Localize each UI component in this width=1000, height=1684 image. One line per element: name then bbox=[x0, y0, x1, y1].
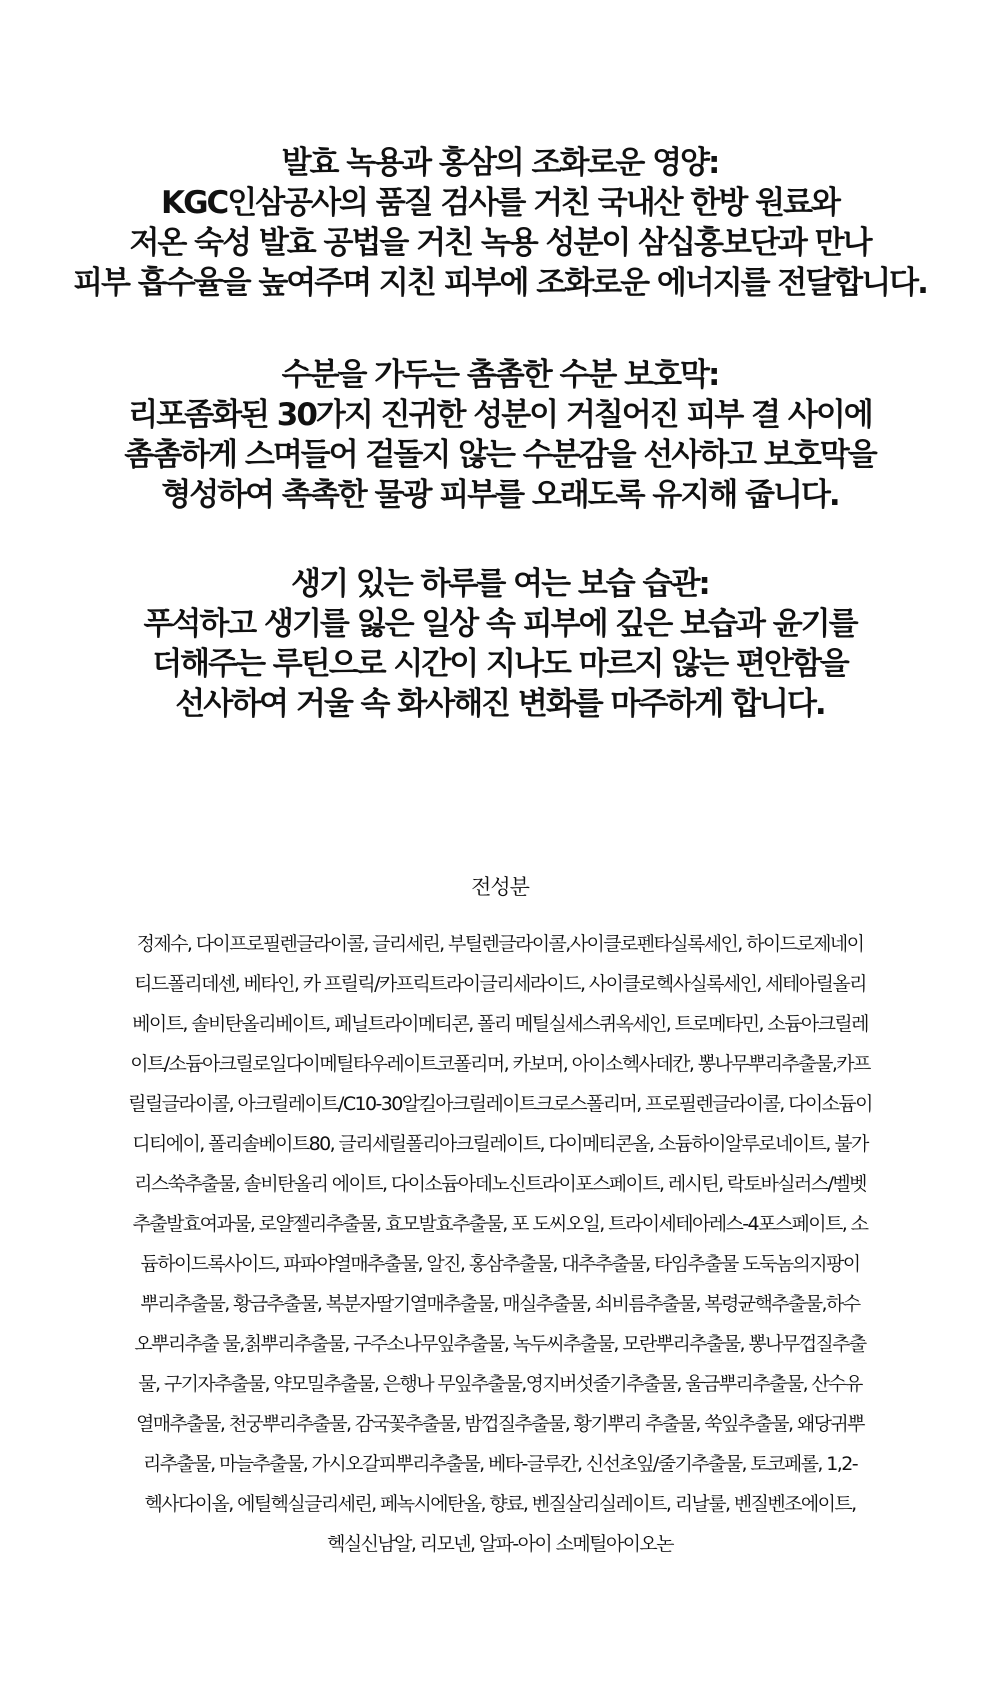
benefit-text-line: 리포좀화된 30가지 진귀한 성분이 거칠어진 피부 결 사이에 bbox=[128, 397, 872, 433]
ingredients-line: 오뿌리추출 물,칡뿌리추출물, 구주소나무잎추출물, 녹두씨추출물, 모란뿌리추출물, 뽕나무껍질추출 bbox=[134, 1333, 866, 1355]
ingredients-line: 베이트, 솔비탄올리베이트, 페닐트라이메티콘, 폴리 메틸실세스퀴옥세인, 트로메타민, 소듐아크릴레 bbox=[132, 1013, 868, 1035]
benefit-heading: 발효 녹용과 홍삼의 조화로운 영양: bbox=[281, 145, 719, 181]
benefit-text-line: 저온 숙성 발효 공법을 거친 녹용 성분이 삼십홍보단과 만나 bbox=[129, 225, 871, 261]
ingredients-line: 이트/소듐아크릴로일다이메틸타우레이트코폴리머, 카보머, 아이소헥사데칸, 뽕나무뿌리추출물,카프 bbox=[130, 1053, 870, 1075]
benefit-text-line: 푸석하고 생기를 잃은 일상 속 피부에 깊은 보습과 윤기를 bbox=[143, 606, 857, 642]
ingredients-line: 헥사다이올, 에틸헥실글리세린, 페녹시에탄올, 향료, 벤질살리실레이트, 리날룰, 벤질벤조에이트, bbox=[144, 1493, 856, 1515]
ingredients-line: 리추출물, 마늘추출물, 가시오갈피뿌리추출물, 베타-글루칸, 신선초잎/줄기추출물, 토코페롤, 1,2- bbox=[143, 1453, 857, 1475]
benefit-heading: 수분을 가두는 촘촘한 수분 보호막: bbox=[281, 357, 719, 393]
benefit-section-nutrition bbox=[0, 143, 1000, 303]
ingredients-line: 티드폴리데센, 베타인, 카 프릴릭/카프릭트라이글리세라이드, 사이클로헥사실록세인, 세테아릴올리 bbox=[134, 973, 866, 995]
benefit-text-line: KGC인삼공사의 품질 검사를 거친 국내산 한방 원료와 bbox=[161, 185, 839, 221]
ingredients-line: 듐하이드록사이드, 파파야열매추출물, 알진, 홍삼추출물, 대추추출물, 타임추출물 도둑놈의지팡이 bbox=[140, 1253, 860, 1275]
ingredients-line: 열매추출물, 천궁뿌리추출물, 감국꽃추출물, 밤껍질추출물, 황기뿌리 추출물, 쑥잎추출물, 왜당귀뿌 bbox=[136, 1413, 864, 1435]
ingredients-line: 정제수, 다이프로필렌글라이콜, 글리세린, 부틸렌글라이콜,사이클로펜타실록세인, 하이드로제네이 bbox=[136, 933, 864, 955]
ingredients-line: 리스쑥추출물, 솔비탄올리 에이트, 다이소듐아데노신트라이포스페이트, 레시틴, 락토바실러스/벨벳 bbox=[134, 1173, 866, 1195]
benefit-text-line: 피부 흡수율을 높여주며 지친 피부에 조화로운 에너지를 전달합니다. bbox=[73, 265, 927, 301]
benefit-section-moisture-barrier bbox=[0, 355, 1000, 515]
ingredients-line: 추출발효여과물, 로얄젤리추출물, 효모발효추출물, 포 도씨오일, 트라이세테아레스-4포스페이트, 소 bbox=[132, 1213, 868, 1235]
benefit-text-line: 형성하여 촉촉한 물광 피부를 오래도록 유지해 줍니다. bbox=[161, 477, 839, 513]
ingredients-line: 물, 구기자추출물, 약모밀추출물, 은행나 무잎추출물,영지버섯줄기추출물, 울금뿌리추출물, 산수유 bbox=[138, 1373, 862, 1395]
benefit-section-moisturizing-habit bbox=[0, 564, 1000, 724]
ingredients-list bbox=[0, 924, 1000, 1564]
ingredients-line: 디티에이, 폴리솔베이트80, 글리세릴폴리아크릴레이트, 다이메티콘올, 소듐하이알루로네이트, 불가 bbox=[132, 1133, 868, 1155]
benefit-heading: 생기 있는 하루를 여는 보습 습관: bbox=[291, 566, 709, 602]
benefit-text-line: 촘촘하게 스며들어 겉돌지 않는 수분감을 선사하고 보호막을 bbox=[124, 437, 876, 473]
ingredients-line: 헥실신남알, 리모넨, 알파-아이 소메틸아이오논 bbox=[327, 1533, 673, 1555]
ingredients-line: 릴릴글라이콜, 아크릴레이트/C10-30알킬아크릴레이트크로스폴리머, 프로필렌글라이콜, 다이소듐이 bbox=[128, 1093, 872, 1115]
benefit-text-line: 더해주는 루틴으로 시간이 지나도 마르지 않는 편안함을 bbox=[152, 646, 848, 682]
ingredients-title: 전성분 bbox=[471, 875, 529, 899]
ingredients-line: 뿌리추출물, 황금추출물, 복분자딸기열매추출물, 매실추출물, 쇠비름추출물, 복령균핵추출물,하수 bbox=[140, 1293, 860, 1315]
benefit-text-line: 선사하여 거울 속 화사해진 변화를 마주하게 합니다. bbox=[175, 686, 825, 722]
